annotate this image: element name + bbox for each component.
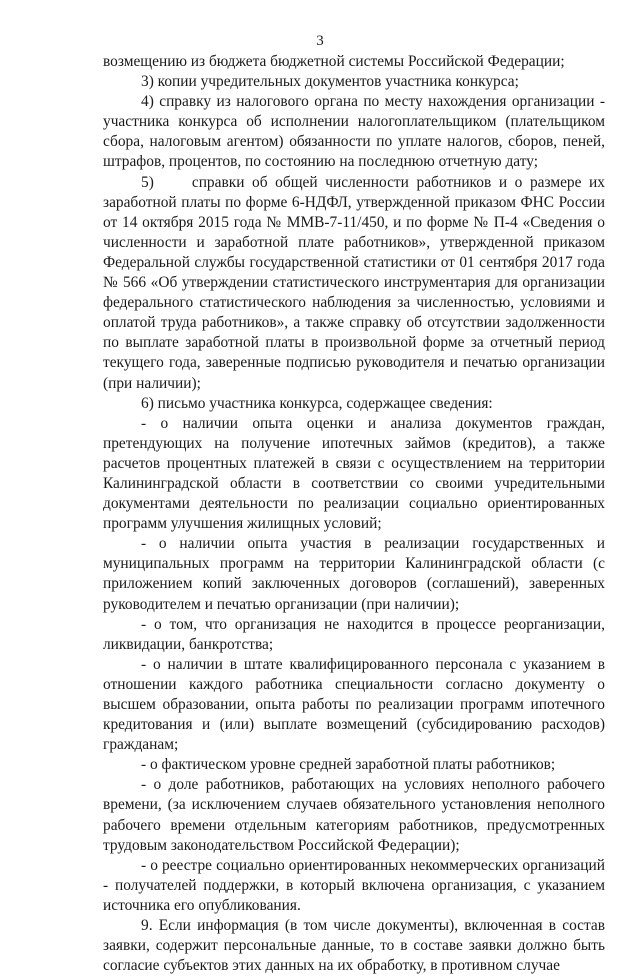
sub-item-no-reorganization: - о том, что организация не находится в процессе реорганизации, ликвидации, банкротства;	[103, 615, 605, 653]
clause-9: 9. Если информация (в том числе документы), включенная в состав заявки, содержит персональные данные, то в составе заявки должно быть согласие субъектов этих данных на их обработку, в противном случае	[103, 917, 605, 975]
sub-item-program-participation: - о наличии опыта участия в реализации государственных и муниципальных программ на территории Калининградской области (с приложением копий заключенных договоров (соглашений), заверенных руководителем и печатью организации (при наличии);	[103, 535, 605, 613]
sub-item-qualified-staff: - о наличии в штате квалифицированного персонала с указанием в отношении каждого работника специальности согласно документу о высшем образовании, опыта работы по реализации программ ипотечного кредитования и (или) выплате возмещений (субсидированию расходов) гражданам;	[103, 655, 605, 754]
paragraph-continuation: возмещению из бюджета бюджетной системы Российской Федерации;	[103, 53, 565, 70]
sub-item-experience-evaluation: - о наличии опыта оценки и анализа документов граждан, претендующих на получение ипотечных займов (кредитов), а также расчетов процентных платежей в связи с осуществлением на территории Калининградской области в соответствии со своими учредительными документами деятельности по реализации социально ориентированных программ улучшения жилищных условий;	[103, 414, 605, 533]
document-body	[103, 52, 609, 976]
sub-item-part-time-share: - о доле работников, работающих на условиях неполного рабочего времени, (за исключением случаев обязательного установления неполного рабочего времени отдельным категориям работников, предусмотренных трудовым законодательством Российской Федерации);	[103, 776, 605, 854]
list-item-3: 3) копии учредительных документов участника конкурса;	[141, 73, 519, 91]
sub-item-nko-registry: - о реестре социально ориентированных некоммерческих организаций - получателей поддержки, в который включена организация, с указанием источника его опубликования.	[103, 856, 605, 914]
list-item-6: 6) письмо участника конкурса, содержащее сведения:	[141, 394, 493, 412]
list-item-4: 4) справку из налогового органа по месту нахождения организации - участника конкурса об исполнении налогоплательщиком (плательщиком сбора, налоговым агентом) обязанности по уплате налогов, сборов, пеней, штрафов, процентов, по состоянию на последнюю отчетную дату;	[103, 93, 605, 171]
list-item-5: 5) справки об общей численности работников и о размере их заработной платы по форме 6-НДФЛ, утвержденной приказом ФНС России от 14 октября 2015 года № ММВ-7-11/450, и по форме № П-4 «Сведения о численности и заработной плате работников», утвержденной приказом Федеральной службы государственной статистики от 01 сентября 2017 года № 566 «Об утверждении статистического инструментария для организации федерального статистического наблюдения за численностью, условиями и оплатой труда работников», а также справку об отсутствии задолженности по выплате заработной платы в произвольной форме за отчетный период текущего года, заверенные подписью руководителя и печатью организации (при наличии);	[103, 173, 609, 392]
sub-item-average-salary: - о фактическом уровне средней заработной платы работников;	[141, 756, 556, 774]
page-number: 3	[316, 33, 324, 49]
